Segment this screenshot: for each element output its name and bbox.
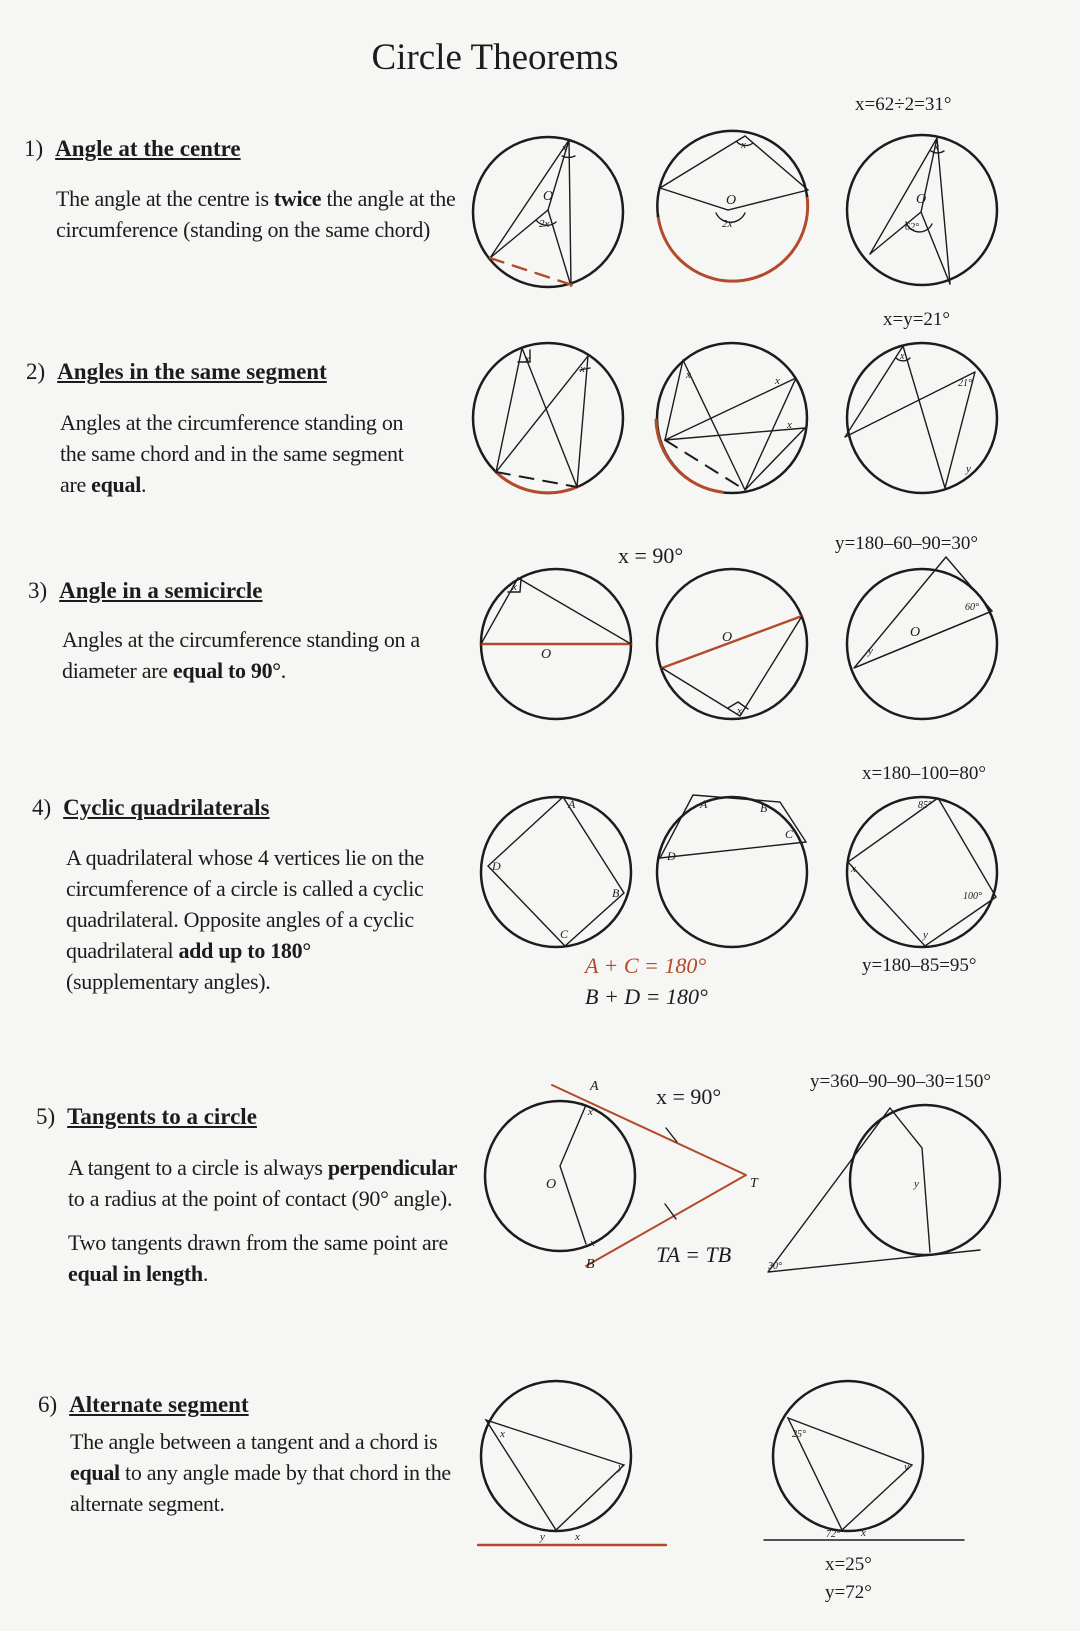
- vertex-label-a: A: [568, 797, 576, 811]
- angle-label-x: x: [500, 1428, 505, 1440]
- point-label-a: A: [590, 1079, 599, 1094]
- section-heading: Cyclic quadrilaterals: [63, 795, 270, 820]
- centre-label: O: [916, 192, 927, 207]
- figure-4b: [657, 795, 807, 947]
- centre-label: O: [910, 625, 921, 640]
- vertex-label-c: C: [560, 927, 569, 941]
- rule-4b: B + D = 180°: [585, 984, 708, 1009]
- figure-5a: [485, 1079, 759, 1272]
- angle-label-x: x: [861, 1527, 866, 1539]
- angle-label-25: 25°: [792, 1429, 806, 1440]
- body-paragraph: The angle at the centre is twice the angle at the circumference (standing on the same chord): [56, 186, 456, 242]
- angle-label-100: 100°: [963, 891, 982, 902]
- section-heading: Tangents to a circle: [67, 1104, 257, 1129]
- example-4-result-2: y=180–85=95°: [862, 955, 977, 976]
- angle-label-72: 72°: [826, 1529, 840, 1540]
- point-label-t: T: [750, 1176, 758, 1191]
- centre-label: O: [722, 630, 733, 645]
- section-number: 4): [32, 795, 52, 820]
- point-label-b: B: [586, 1257, 595, 1272]
- angle-label-x: x: [737, 705, 742, 717]
- angle-label-x: x: [588, 1106, 593, 1118]
- body-paragraph: Angles at the circumference standing on the same chord and in the same segment are equal.: [60, 410, 404, 497]
- section-number: 5): [36, 1104, 56, 1129]
- angle-label-x: x: [525, 353, 530, 365]
- angle-label-y: y: [923, 929, 928, 941]
- section-heading: Angles in the same segment: [57, 359, 327, 384]
- figure-2b: [656, 343, 807, 493]
- rule-5-result: x = 90°: [656, 1084, 722, 1109]
- figure-5b: [767, 1105, 1000, 1272]
- angle-label-62: 62°: [905, 222, 919, 233]
- section-number: 6): [38, 1392, 58, 1417]
- section-heading: Alternate segment: [69, 1392, 249, 1417]
- figure-2c: [845, 343, 997, 493]
- angle-label-21: 21°: [958, 378, 972, 389]
- vertex-label-b: B: [612, 886, 620, 900]
- vertex-label-c: C: [785, 827, 794, 841]
- figure-1b: [657, 131, 808, 281]
- angle-label-x: x: [580, 363, 585, 375]
- centre-label: O: [726, 193, 737, 208]
- figure-1a: [473, 137, 623, 287]
- angle-label-x: x: [512, 581, 517, 593]
- angle-label-x: x: [575, 1531, 580, 1543]
- angle-label-x: x: [686, 369, 691, 381]
- angle-label-60: 60°: [965, 602, 979, 613]
- angle-label-x: x: [590, 1237, 595, 1249]
- example-5-result: y=360–90–90–30=150°: [810, 1071, 992, 1092]
- angle-label-30: 30°: [768, 1261, 782, 1272]
- angle-label-2x: 2x: [539, 218, 550, 230]
- centre-label: O: [541, 647, 552, 662]
- body-paragraph: Angles at the circumference standing on a diameter are equal to 90°.: [62, 627, 420, 683]
- angle-label-x: x: [851, 863, 856, 875]
- figure-3b: [657, 569, 807, 719]
- page-title: Circle Theorems: [371, 37, 619, 78]
- angle-label-y: y: [868, 645, 873, 657]
- figure-4c: [847, 797, 997, 947]
- centre-label: O: [546, 1177, 557, 1192]
- figure-2a: [473, 343, 623, 493]
- centre-label: O: [543, 189, 554, 204]
- figure-3a: [481, 569, 631, 719]
- angle-label-y: y: [540, 1531, 545, 1543]
- example-6-result-x: x=25°: [825, 1554, 872, 1575]
- angle-label-x: x: [562, 142, 567, 154]
- vertex-label-d: D: [492, 859, 501, 873]
- example-3-result: y=180–60–90=30°: [835, 533, 979, 554]
- angle-label-x: x: [741, 139, 746, 151]
- example-6-result-y: y=72°: [825, 1582, 872, 1603]
- angle-label-x: x: [787, 419, 792, 431]
- angle-label-y: y: [618, 1461, 623, 1473]
- angle-label-y: y: [904, 1461, 909, 1473]
- rule-4a: A + C = 180°: [585, 953, 707, 978]
- body-paragraph: Two tangents drawn from the same point are equal in length.: [68, 1230, 448, 1286]
- example-2-result: x=y=21°: [883, 309, 951, 330]
- figure-3c: [847, 557, 997, 719]
- figure-6b: [764, 1381, 964, 1540]
- figure-1c: [847, 135, 997, 285]
- figure-6a: [478, 1381, 666, 1545]
- example-1-result: x=62÷2=31°: [855, 94, 952, 115]
- rule-5-equal-tangents: TA = TB: [656, 1242, 732, 1267]
- angle-label-y: y: [966, 463, 971, 475]
- section-number: 1): [24, 136, 44, 161]
- vertex-label-a: A: [700, 797, 708, 811]
- angle-label-x: x: [934, 141, 939, 153]
- section-number: 3): [28, 578, 48, 603]
- angle-label-y: y: [914, 1178, 919, 1190]
- vertex-label-b: B: [760, 801, 768, 815]
- body-paragraph: A quadrilateral whose 4 vertices lie on the circumference of a circle is called a cyclic quadrilateral. Opposite angles of a cyclic quadrilateral add up to 180° (supplementary angles).: [66, 845, 424, 994]
- section-heading: Angle in a semicircle: [59, 578, 263, 603]
- vertex-label-d: D: [667, 849, 676, 863]
- section-heading: Angle at the centre: [55, 136, 241, 161]
- rule-3-result: x = 90°: [618, 543, 684, 568]
- angle-label-85: 85°: [918, 800, 932, 811]
- angle-label-x: x: [775, 375, 780, 387]
- body-paragraph: A tangent to a circle is always perpendicular to a radius at the point of contact (90° angle).: [68, 1155, 458, 1211]
- section-number: 2): [26, 359, 46, 384]
- body-paragraph: The angle between a tangent and a chord is equal to any angle made by that chord in the alternate segment.: [70, 1429, 451, 1516]
- figure-4a: [481, 797, 631, 947]
- angle-label-x: x: [900, 351, 905, 362]
- example-4-result: x=180–100=80°: [862, 763, 987, 784]
- angle-label-2x: 2x: [722, 218, 733, 230]
